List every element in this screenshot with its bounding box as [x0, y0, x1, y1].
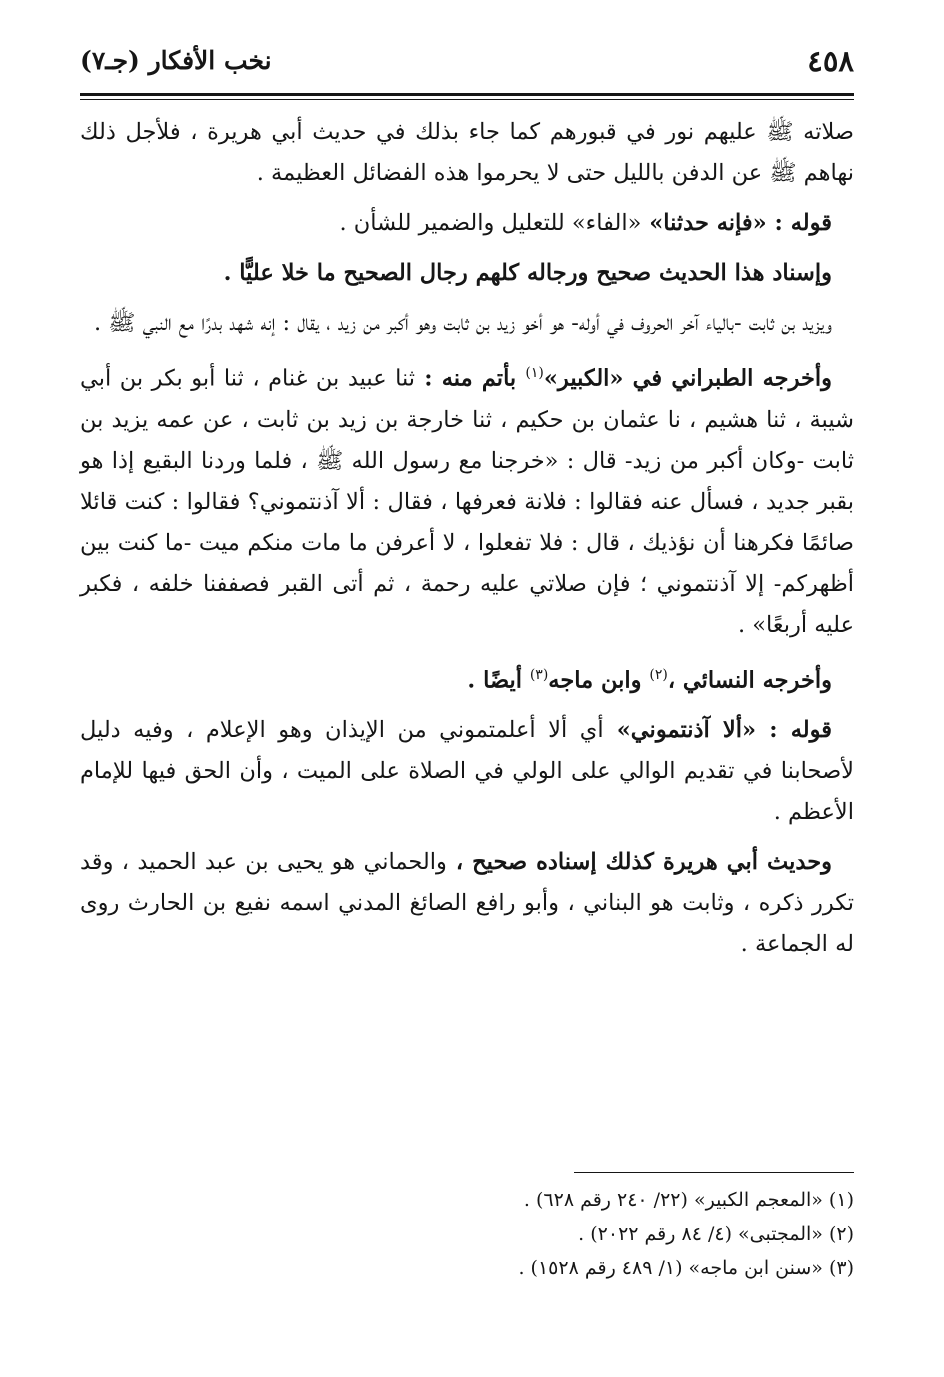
paragraph [80, 112, 854, 194]
paragraph [80, 353, 854, 646]
main-text [80, 112, 854, 974]
body-text: ويزيد بن ثابت -بالياء آخر الحروف في أوله- هو أخو زيد بن ثابت وهو أكبر من زيد ، يقال : إنه شهد بدرًا مع النبي ﷺ . [94, 310, 832, 336]
footnote: (١) «المعجم الكبير» (٢٢/ ٢٤٠ رقم ٦٢٨) . [523, 1189, 854, 1211]
footnote: (٣) «سنن ابن ماجه» (١/ ٤٨٩ رقم ١٥٢٨) . [518, 1257, 854, 1279]
bold-text: وابن ماجه [548, 667, 650, 693]
running-title: نخب الأفكار (جـ٧) [80, 46, 272, 75]
bold-text: وإسناد هذا الحديث صحيح ورجاله كلهم رجال الصحيح ما خلا عليًّا . [223, 260, 832, 286]
footnote-reference: (٢) [649, 666, 668, 683]
bold-text: وأخرجه الطبراني في «الكبير» [543, 365, 833, 392]
paragraph [80, 655, 854, 702]
paragraph [80, 203, 854, 244]
body-text: صلاته ﷺ عليهم نور في قبورهم كما جاء بذلك في حديث أبي هريرة ، فلأجل ذلك نهاهم ﷺ عن الدفن بالليل حتى لا يحرموا هذه الفضائل العظيمة . [80, 119, 854, 186]
page-number: ٤٥٨ [807, 44, 854, 78]
body-text: ثنا عبيد بن غنام ، ثنا أبو بكر بن أبي شيبة ، ثنا هشيم ، نا عثمان بن حكيم ، ثنا خارجة بن زيد بن ثابت ، عن عمه يزيد بن ثابت -وكان أكبر من زيد- قال : «خرجنا مع رسول الله ﷺ ، فلما وردنا البقيع إذا هو بقبر جديد ، فسأل عنه فقالوا : فلانة فعرفها ، فقال : ألا آذنتموني؟ فقالوا : كنت قائلا صائمًا فكرهنا أن نؤذيك ، قال : فلا تفعلوا ، لا أعرفن ما مات منكم ميت -ما كنت بين أظهركم- إلا آذنتموني ؛ فإن صلاتي عليه رحمة ، ثم أتى القبر فصففنا خلفه ، فكبر عليه أربعًا» . [80, 365, 854, 638]
paragraph [80, 710, 854, 833]
paragraph [80, 303, 854, 344]
bold-text: قوله : «فإنه حدثنا» [641, 210, 832, 236]
header-rule-thin [80, 99, 854, 100]
paragraph [80, 253, 854, 294]
body-text: «الفاء» للتعليل والضمير للشأن . [339, 210, 642, 236]
bold-text: بأتم منه : [415, 365, 526, 392]
footnote-separator [574, 1172, 854, 1173]
footnote-reference: (١) [525, 365, 544, 381]
header-rule [80, 93, 854, 96]
paragraph [80, 842, 854, 965]
bold-text: أيضًا . [467, 667, 530, 693]
body-text: أي ألا أعلمتموني من الإيذان وهو الإعلام ، وفيه دليل لأصحابنا في تقديم الوالي على الولي في الصلاة على الميت ، وأن الحق فيها للإمام الأعظم . [80, 717, 854, 825]
body-text: والحماني هو يحيى بن عبد الحميد ، وقد تكرر ذكره ، وثابت هو البناني ، وأبو رافع الصائغ المدني اسمه نفيع بن الحارث روى له الجماعة . [80, 849, 854, 957]
bold-text: وحديث أبي هريرة كذلك إسناده صحيح ، [446, 849, 832, 875]
footnotes [80, 1183, 854, 1285]
footnote: (٢) «المجتبى» (٤/ ٨٤ رقم ٢٠٢٢) . [578, 1223, 854, 1245]
page-header [80, 44, 854, 84]
bold-text: وأخرجه النسائي ، [667, 667, 832, 693]
footnote-reference: (٣) [529, 666, 549, 683]
bold-text: قوله : «ألا آذنتموني» [603, 717, 832, 743]
